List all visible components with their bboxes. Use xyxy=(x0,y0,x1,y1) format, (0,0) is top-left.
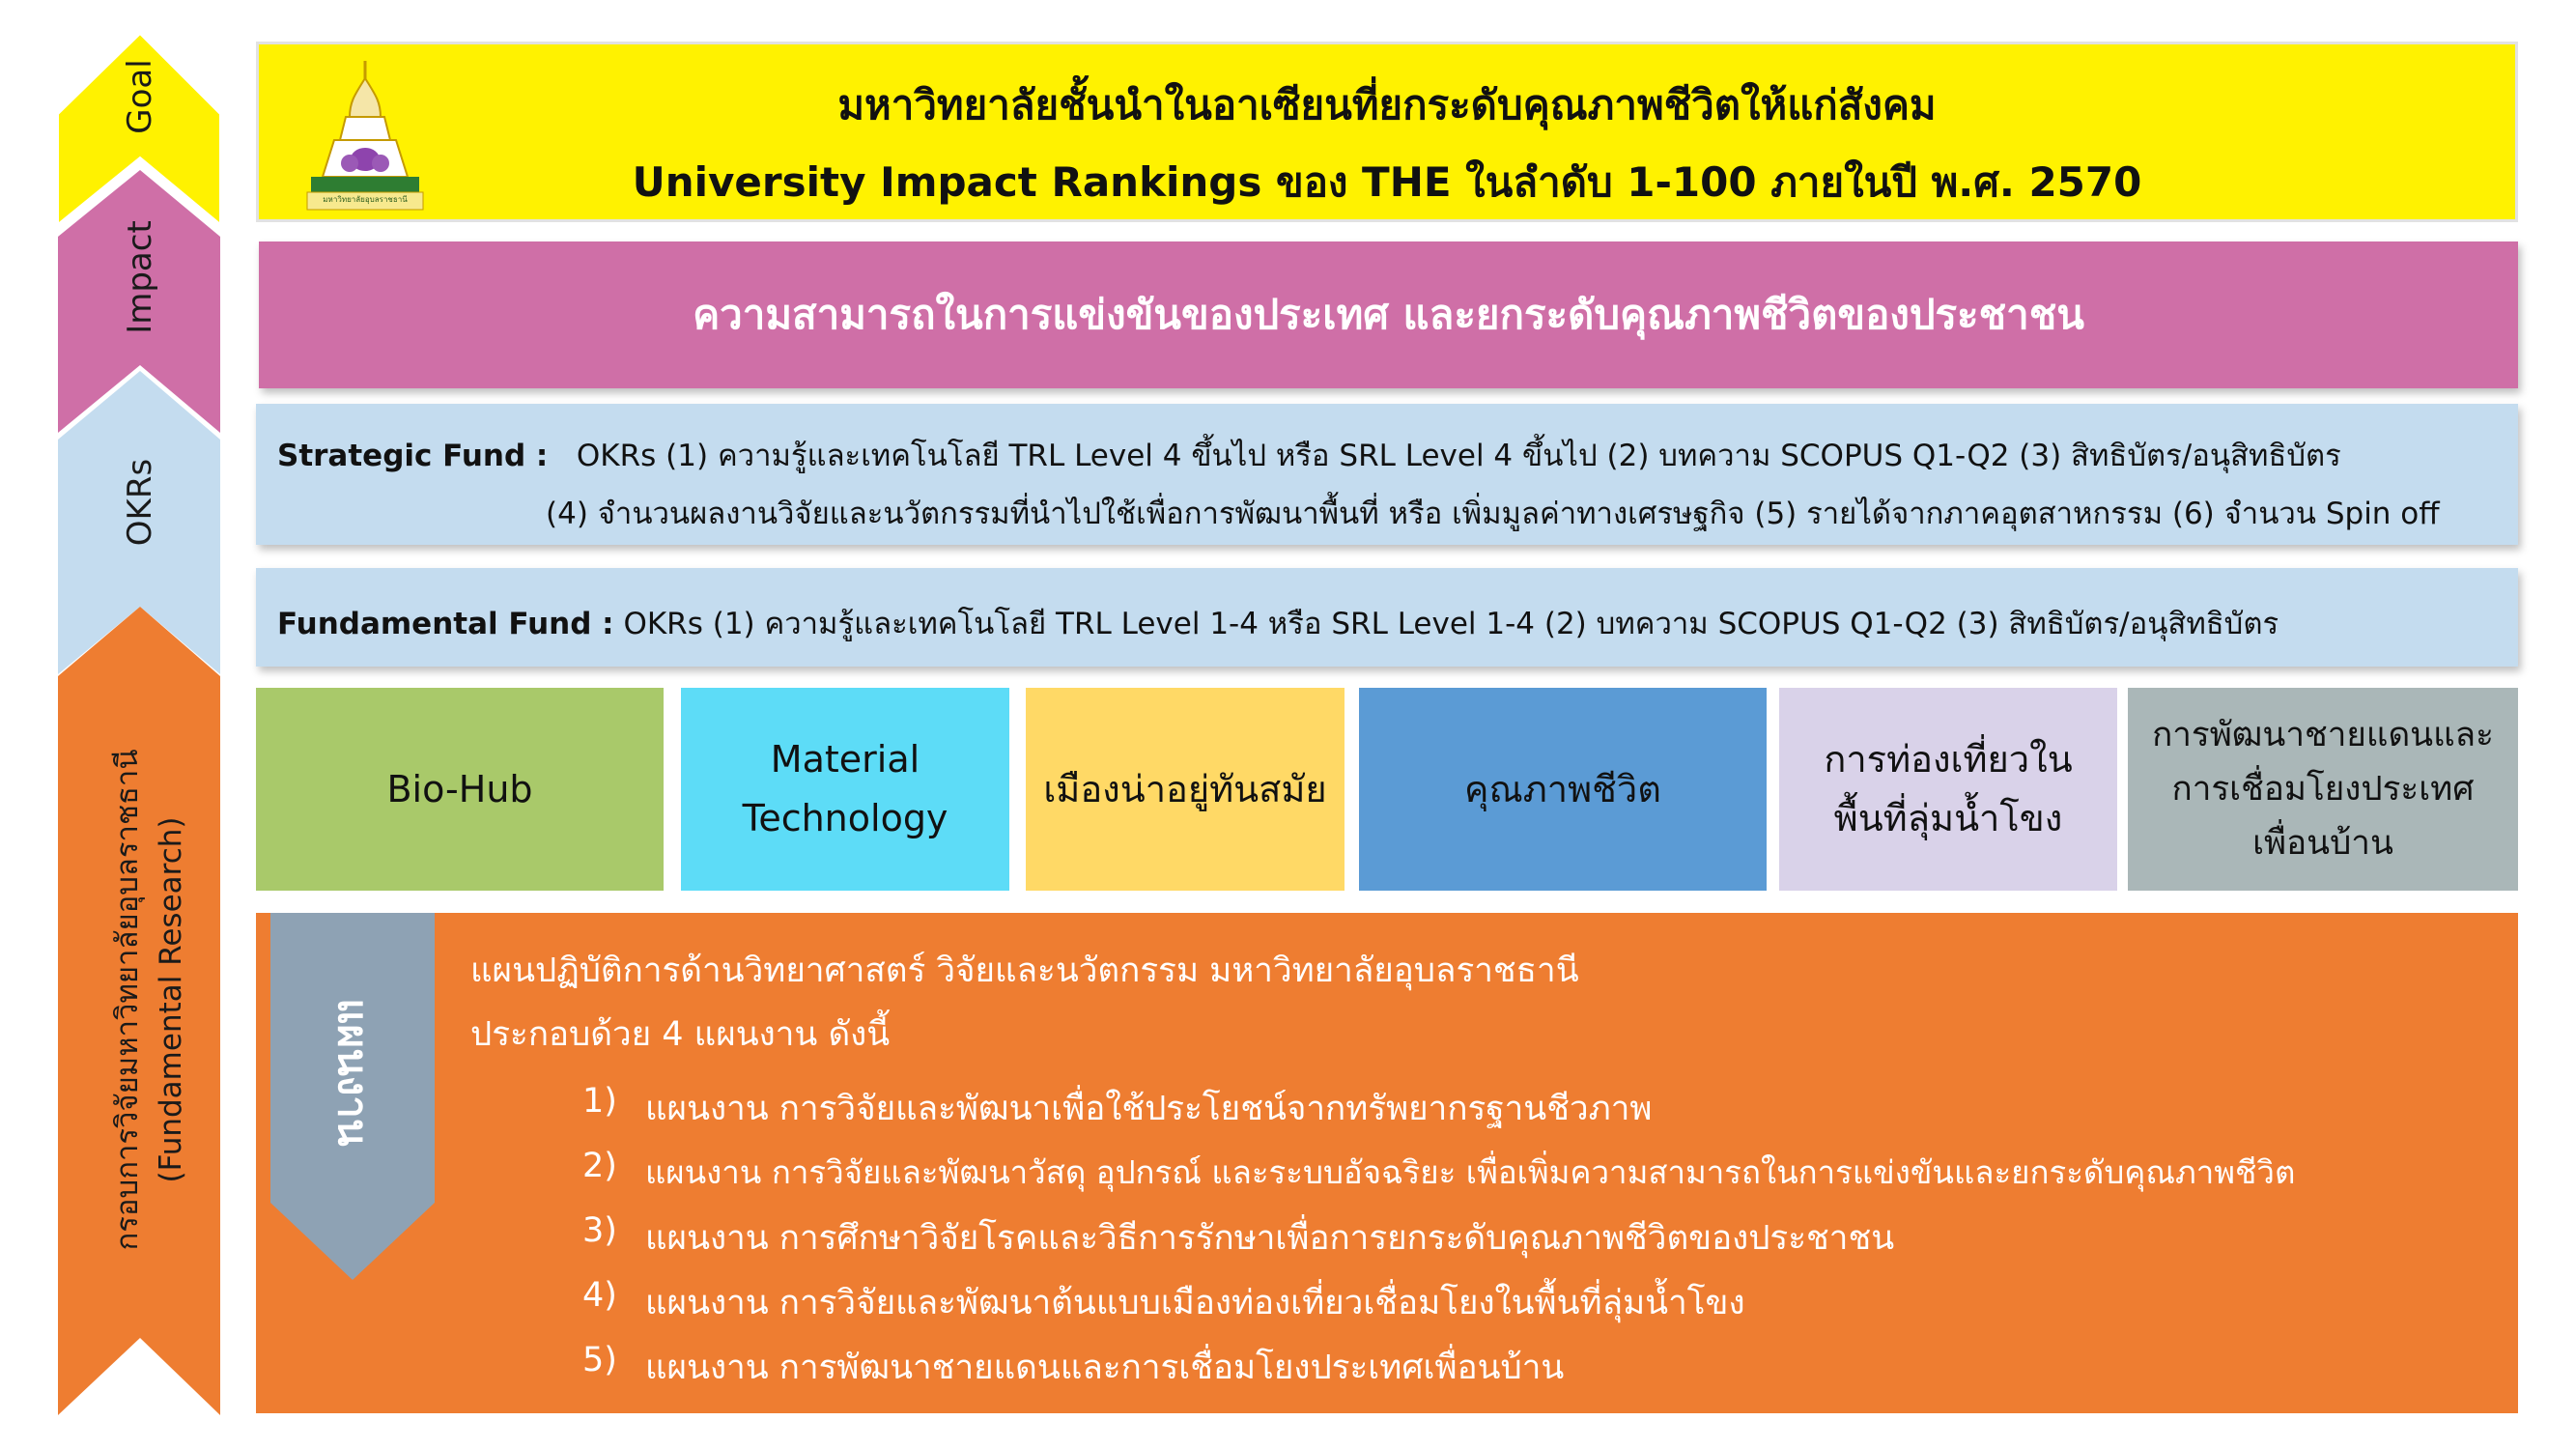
logo-caption: มหาวิทยาลัยอุบลราชธานี xyxy=(323,195,408,204)
plan-item-1-number: 1) xyxy=(582,1082,617,1121)
plan-tag-label: แผนงาน xyxy=(329,998,377,1147)
fundamental-fund-line xyxy=(277,599,2279,647)
area-material-technology-line2: Technology xyxy=(742,797,948,839)
plan-item-2: แผนงาน การวิจัยและพัฒนาวัสดุ อุปกรณ์ และระบบอัจฉริยะ เพื่อเพิ่มความสามารถในการแข่งขันและยกระดับคุณภาพชีวิต xyxy=(645,1153,2296,1191)
framework-label xyxy=(106,749,193,1250)
plan-item-5: แผนงาน การพัฒนาชายแดนและการเชื่อมโยงประเทศเพื่อนบ้าน xyxy=(645,1349,1565,1387)
plan-item-3-number: 3) xyxy=(582,1211,617,1250)
area-smart-city-label: เมืองน่าอยู่ทันสมัย xyxy=(1043,767,1327,810)
plan-item-4-number: 4) xyxy=(582,1276,617,1315)
strategic-fund-line2: (4) จำนวนผลงานวิจัยและนวัตกรรมที่นำไปใช้เพื่อการพัฒนาพื้นที่ หรือ เพิ่มมูลค่าทางเศรษฐกิจ (5) รายได้จากภาคอุตสาหกรรม (6) จำนวน Spin off xyxy=(546,497,2440,531)
goal-title-line1: มหาวิทยาลัยชั้นนำในอาเซียนที่ยกระดับคุณภาพชีวิตให้แก่สังคม xyxy=(837,81,1937,128)
framework-label-line1: กรอบการวิจัยมหาวิทยาลัยอุบลราชธานี xyxy=(110,749,146,1251)
area-border-development-line2: การเชื่อมโยงประเทศ xyxy=(2171,770,2475,809)
area-quality-of-life xyxy=(1359,688,1767,891)
area-border-development xyxy=(2128,688,2518,891)
plan-intro-line2: ประกอบด้วย 4 แผนงาน ดังนี้ xyxy=(470,1015,891,1054)
area-border-development-line3: เพื่อนบ้าน xyxy=(2252,824,2393,863)
strategic-fund-line1 xyxy=(277,431,2341,479)
area-smart-city xyxy=(1026,688,1345,891)
goal-title-line2: University Impact Rankings ของ THE ในลำดับ 1-100 ภายในปี พ.ศ. 2570 xyxy=(632,158,2142,206)
plan-item-4: แผนงาน การวิจัยและพัฒนาต้นแบบเมืองท่องเที่ยวเชื่อมโยงในพื้นที่ลุ่มน้ำโขง xyxy=(645,1284,1745,1322)
impact-box xyxy=(259,242,2518,388)
area-material-technology xyxy=(681,688,1009,891)
area-mekong-tourism-line2: พื้นที่ลุ่มน้ำโขง xyxy=(1833,797,2063,839)
plan-intro-line1: แผนปฏิบัติการด้านวิทยาศาสตร์ วิจัยและนวัตกรรม มหาวิทยาลัยอุบลราชธานี xyxy=(470,952,1579,990)
framework-label-line2: (Fundamental Research) xyxy=(154,816,188,1183)
area-quality-of-life-label: คุณภาพชีวิต xyxy=(1464,767,1661,810)
plan-item-2-number: 2) xyxy=(582,1147,617,1185)
fundamental-fund-label: Fundamental Fund : xyxy=(277,607,614,641)
area-material-technology-line1: Material xyxy=(770,738,920,781)
impact-label: Impact xyxy=(121,220,159,334)
goal-label: Goal xyxy=(121,59,159,134)
area-bio-hub-label: Bio-Hub xyxy=(386,767,533,810)
plan-item-1: แผนงาน การวิจัยและพัฒนาเพื่อใช้ประโยชน์จากทรัพยากรฐานชีวภาพ xyxy=(645,1090,1653,1128)
strategic-fund-okrs-1: OKRs (1) ความรู้และเทคโนโลยี TRL Level 4 ขึ้นไป หรือ SRL Level 4 ขึ้นไป (2) บทความ SCOPUS Q1-Q2 (3) สิทธิบัตร/อนุสิทธิบัตร xyxy=(576,439,2341,473)
fundamental-fund-okrs: OKRs (1) ความรู้และเทคโนโลยี TRL Level 1-4 หรือ SRL Level 1-4 (2) บทความ SCOPUS Q1-Q2 (3) สิทธิบัตร/อนุสิทธิบัตร xyxy=(623,607,2279,641)
impact-text: ความสามารถในการแข่งขันของประเทศ และยกระดับคุณภาพชีวิตของประชาชน xyxy=(693,291,2084,338)
area-bio-hub xyxy=(256,688,664,891)
area-mekong-tourism-line1: การท่องเที่ยวใน xyxy=(1824,738,2073,781)
plan-item-3: แผนงาน การศึกษาวิจัยโรคและวิธีการรักษาเพื่อการยกระดับคุณภาพชีวิตของประชาชน xyxy=(645,1219,1895,1258)
plan-box xyxy=(256,913,2518,1413)
area-border-development-line1: การพัฒนาชายแดนและ xyxy=(2152,716,2494,754)
strategic-fund-box xyxy=(256,404,2518,545)
goal-box xyxy=(256,42,2518,222)
fundamental-fund-box xyxy=(256,568,2518,667)
area-mekong-tourism xyxy=(1779,688,2117,891)
strategic-fund-label: Strategic Fund : xyxy=(277,439,549,473)
okrs-label: OKRs xyxy=(121,458,159,547)
plan-item-5-number: 5) xyxy=(582,1341,617,1379)
